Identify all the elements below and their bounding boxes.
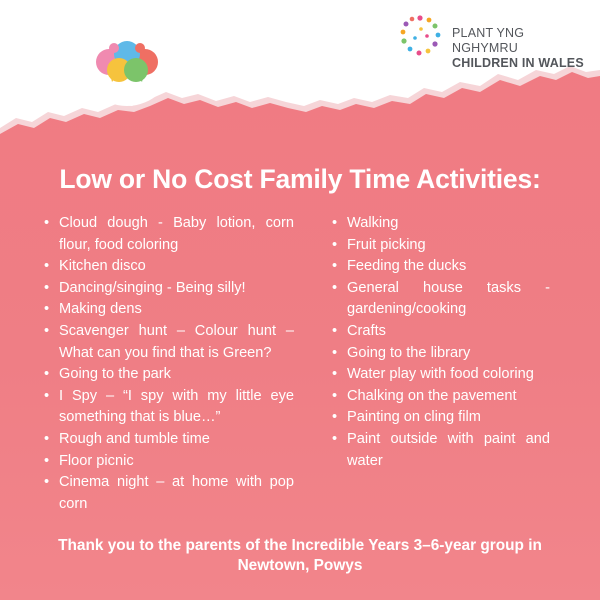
activities-list-right (330, 213, 550, 472)
list-item: • Going to the library (330, 343, 550, 365)
list-item: • General house tasks - gardening/cooking (330, 278, 550, 321)
list-item: • Paint outside with paint and water (330, 429, 550, 472)
list-item: • Rough and tumble time (42, 429, 294, 451)
list-item: • Fruit picking (330, 235, 550, 257)
children-in-wales-text (452, 26, 588, 71)
list-item: • Feeding the ducks (330, 256, 550, 278)
list-item: • Chalking on the pavement (330, 386, 550, 408)
page-title: Low or No Cost Family Time Activities: (59, 164, 541, 194)
list-item: • Cloud dough - Baby lotion, corn flour, food coloring (42, 213, 294, 256)
list-item: • Scavenger hunt – Colour hunt – What can you find that is Green? (42, 321, 294, 364)
list-item: • Crafts (330, 321, 550, 343)
list-item: • Kitchen disco (42, 256, 294, 278)
list-item: • Cinema night – at home with pop corn (42, 472, 294, 515)
list-item: • I Spy – “I spy with my little eye something that is blue…” (42, 386, 294, 429)
list-item: • Floor picnic (42, 451, 294, 473)
list-item: • Walking (330, 213, 550, 235)
list-item: • Making dens (42, 299, 294, 321)
thanks-note: Thank you to the parents of the Incredible Years 3–6-year group in Newtown, Powys (58, 537, 542, 574)
children-in-wales-logo (398, 14, 588, 70)
list-item: • Dancing/singing - Being silly! (42, 278, 294, 300)
logo-line-english: CHILDREN IN WALES (452, 56, 584, 70)
dots-circle-icon (398, 14, 448, 58)
list-item: • Water play with food coloring (330, 364, 550, 386)
parents-connect-wales-logo (78, 10, 176, 108)
activities-list-left (42, 213, 294, 515)
logo-line-welsh: PLANT YNG NGHYMRU (452, 26, 525, 55)
list-item: • Painting on cling film (330, 407, 550, 429)
list-item: • Going to the park (42, 364, 294, 386)
